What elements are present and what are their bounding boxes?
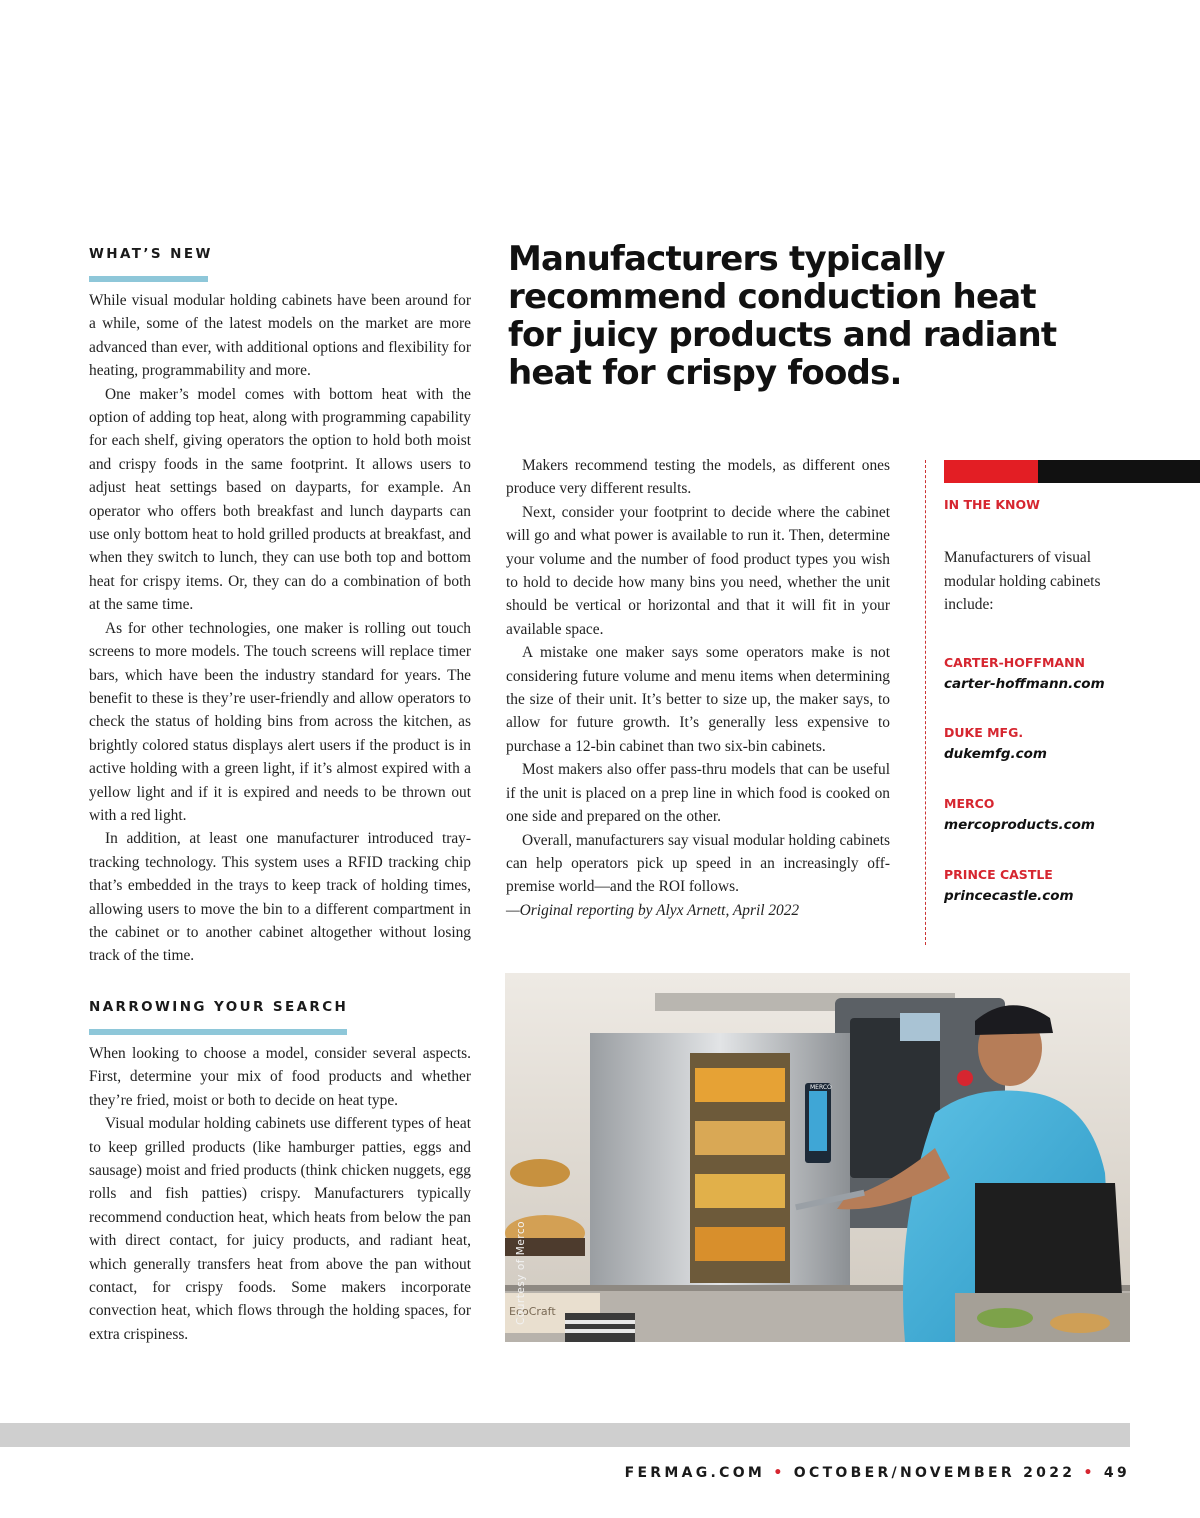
display-label: MERCO [810, 1084, 832, 1091]
maker-entry [944, 795, 1095, 837]
sidebar-accent-bar [944, 460, 1038, 483]
page-footer [560, 1465, 1130, 1481]
maker-entry [944, 866, 1074, 908]
box-label: EcoCraft [509, 1305, 556, 1318]
body-paragraph: In addition, at least one manufacturer introduced tray-tracking technology. This system uses a RFID tracking chip that’s embedded in the trays to keep track of holding times, allowing users to move the bin to a different compartment in the cabinet or to another cabinet altogether without losing track of the time. [89, 830, 471, 965]
body-paragraph: As for other technologies, one maker is rolling out touch screens to more models. The touch screens will replace timer bars, which have been the industry standard for years. The benefit to these is they’re user-friendly and allow operators to check the status of holding bins from across the kitchen, as brightly colored status displays alert users if the product is in active holding with a green light, if it’s almost expired with a yellow light and if it is expired and needs to be thrown out with a red light. [89, 619, 471, 824]
maker-url[interactable]: princecastle.com [944, 888, 1074, 904]
pull-quote: Manufacturers typically recommend conduction heat for juicy products and radiant heat for crispy foods. [508, 239, 1057, 393]
whats-new-body [89, 289, 471, 968]
section-rule [89, 1029, 347, 1035]
body-paragraph: Visual modular holding cabinets use different types of heat to keep grilled products (like hamburger patties, eggs and sausage) moist and fried products (think chicken nuggets, egg rolls and fish patties) crispy. Manufacturers typically recommend conduction heat, which heats from below the pan with direct contact, for juicy products, and radiant heat, which generally transfers heat from above the pan without contact, for crispy foods. Some makers incorporate convection heat, which flows through the holding spaces, for extra crispiness. [89, 1115, 471, 1343]
reporting-credit: —Original reporting by Alyx Arnett, April 2022 [506, 901, 800, 919]
sidebar-intro: Manufacturers of visual modular holding cabinets include: [944, 549, 1101, 613]
page-number: 49 [1103, 1465, 1130, 1481]
section-heading-narrowing: NARROWING YOUR SEARCH [89, 999, 349, 1015]
sidebar-divider [925, 460, 926, 945]
body-paragraph: Makers recommend testing the models, as different ones produce very different results. [506, 457, 890, 498]
sidebar-dark-bar [1038, 460, 1200, 483]
body-paragraph: One maker’s model comes with bottom heat with the option of adding top heat, along with programming capability for each shelf, giving operators the option to hold both moist and crispy foods in the same footprint. It allows users to adjust heat settings based on dayparts, for example. An operator who offers both breakfast and lunch dayparts can use only bottom heat to hold grilled products at breakfast, and when they switch to lunch, they can use both top and bottom heat for crispy items. Or, they can do a combination of both at the same time. [89, 385, 471, 614]
maker-name: DUKE MFG. [944, 725, 1024, 740]
footer-separator: • [773, 1465, 794, 1481]
footer-separator: • [1083, 1465, 1104, 1481]
maker-entry [944, 724, 1047, 766]
body-paragraph: While visual modular holding cabinets have been around for a while, some of the latest models on the market are more advanced than ever, with additional options and flexibility for heating, programmability and more. [89, 292, 471, 380]
narrowing-body [89, 1042, 471, 1346]
maker-url[interactable]: mercoproducts.com [944, 817, 1095, 833]
maker-name: MERCO [944, 796, 995, 811]
body-paragraph: Overall, manufacturers say visual modular holding cabinets can help operators pick up speed in an increasingly off-premise world—and the ROI follows. [506, 831, 890, 896]
footer-band [0, 1423, 1130, 1447]
photo-credit: Courtesy of Merco [515, 1220, 527, 1325]
body-paragraph: A mistake one maker says some operators make is not considering future volume and menu items when determining the size of their unit. It’s better to size up, the maker says, to allow for future growth. It’s generally less expensive to purchase a 12-bin cabinet than two six-bin cabinets. [506, 644, 890, 755]
footer-site[interactable]: FERMAG.COM [624, 1465, 766, 1481]
middle-body [506, 454, 890, 922]
maker-name: PRINCE CASTLE [944, 867, 1053, 882]
sidebar-title: IN THE KNOW [944, 497, 1040, 512]
body-paragraph: When looking to choose a model, consider several aspects. First, determine your mix of food products and whether they’re fried, moist or both to decide on heat type. [89, 1045, 471, 1109]
product-photo [505, 973, 1130, 1342]
body-paragraph: Most makers also offer pass-thru models that can be useful if the unit is placed on a prep line in which food is cooked on one side and prepared on the other. [506, 761, 890, 826]
maker-entry [944, 654, 1105, 696]
footer-issue: OCTOBER/NOVEMBER 2022 [793, 1465, 1076, 1481]
kitchen-scene-illustration [505, 973, 1130, 1342]
section-heading-whats-new: WHAT’S NEW [89, 246, 213, 262]
maker-url[interactable]: carter-hoffmann.com [944, 676, 1105, 692]
body-paragraph: Next, consider your footprint to decide where the cabinet will go and what power is available to run it. Then, determine your volume and the number of food product types you wish to hold to decide how many bins you need, whether the unit should be vertical or horizontal and that it will fit in your available space. [506, 503, 890, 638]
section-rule [89, 276, 208, 282]
maker-name: CARTER-HOFFMANN [944, 655, 1085, 670]
maker-url[interactable]: dukemfg.com [944, 746, 1048, 762]
